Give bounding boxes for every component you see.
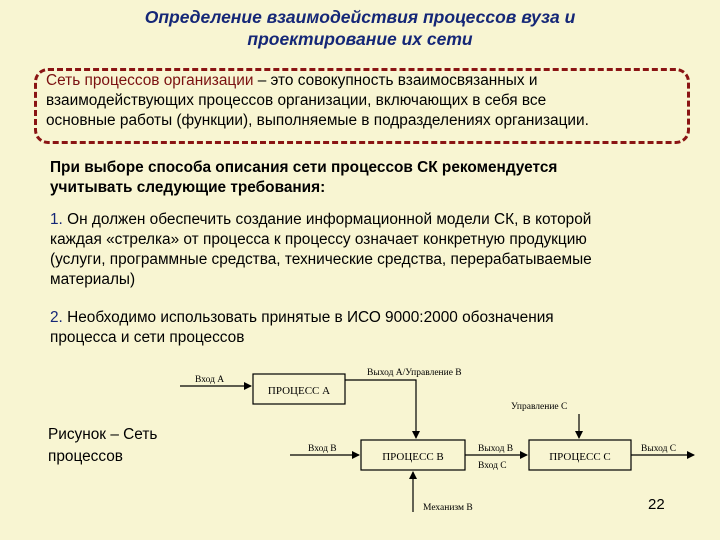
requirement-2-line-2: процесса и сети процессов xyxy=(50,329,245,346)
process-a-label: ПРОЦЕСС А xyxy=(267,385,331,397)
intro-line-2: учитывать следующие требования: xyxy=(50,179,326,196)
input-b-label: Вход В xyxy=(308,444,337,454)
definition-line-2: взаимодействующих процессов организации, включающих в себя все xyxy=(46,92,547,109)
intro-line-1: При выборе способа описания сети процессов СК рекомендуется xyxy=(50,159,558,176)
output-b-label: Выход В xyxy=(478,444,514,454)
process-b-label: ПРОЦЕСС В xyxy=(382,451,444,463)
output-c-label: Выход С xyxy=(641,444,677,454)
output-a-control-b-arrow xyxy=(345,380,416,438)
requirement-2-line-1: Необходимо использовать принятые в ИСО 9000:2000 обозначения xyxy=(62,309,554,326)
title-line-2: проектирование их сети xyxy=(247,29,473,49)
output-a-control-b-label: Выход А/Управление В xyxy=(367,368,462,378)
requirement-1-line-1: Он должен обеспечить создание информационной модели СК, в которой xyxy=(62,211,592,228)
requirement-1-line-2: каждая «стрелка» от процесса к процессу означает конкретную продукцию xyxy=(50,231,587,248)
definition-line-3: основные работы (функции), выполняемые в подразделениях организации. xyxy=(46,112,589,129)
process-c-label: ПРОЦЕСС С xyxy=(549,451,611,463)
requirement-2-number: 2. xyxy=(50,309,63,326)
definition-line-1-rest: – это совокупность взаимосвязанных и xyxy=(253,72,538,89)
requirement-1-line-3: (услуги, программные средства, технические средства, перерабатываемые xyxy=(50,251,592,268)
control-c-label: Управление С xyxy=(511,402,568,412)
input-c-label: Вход С xyxy=(478,461,507,471)
requirement-1-line-4: материалы) xyxy=(50,271,136,288)
mechanism-b-label: Механизм В xyxy=(423,503,473,513)
input-a-label: Вход А xyxy=(195,375,225,385)
caption-line-1: Рисунок – Сеть xyxy=(48,426,158,443)
definition-term: Сеть процессов организации xyxy=(46,72,254,89)
title-line-1: Определение взаимодействия процессов вуза и xyxy=(144,7,576,27)
page-number: 22 xyxy=(648,496,665,513)
caption-line-2: процессов xyxy=(48,448,123,465)
requirement-1-number: 1. xyxy=(50,211,63,228)
